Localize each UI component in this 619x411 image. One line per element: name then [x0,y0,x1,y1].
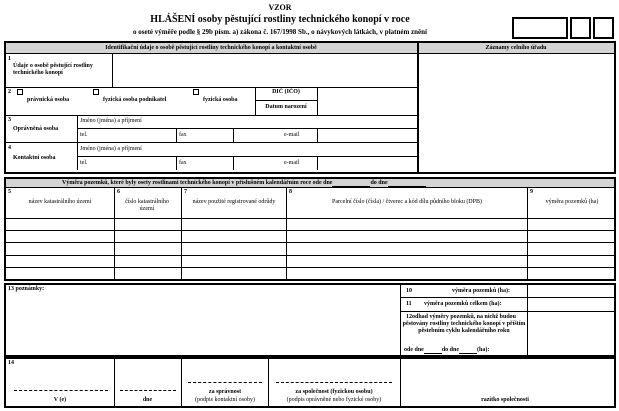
checkbox-pravnicka[interactable] [17,89,23,95]
email-label: e-mail [284,160,300,166]
contact-name-field[interactable] [160,143,417,155]
birthdate-field[interactable] [318,101,417,115]
stamp-label: razítko společnosti [481,397,529,403]
col-number: 8 [289,189,292,195]
contact-person-label: Kontaktní osoba [13,155,56,161]
table-row[interactable] [6,256,614,267]
spravnost-sub: (podpis kontaktní osoby) [195,397,255,403]
table-row[interactable] [6,219,614,230]
checkbox-fyzicka[interactable] [193,89,199,95]
spolecnost-sub: (podpis oprávněné nebo fyzické osoby) [286,397,382,403]
vymera-label: výměra pozemků (ha): [452,288,510,294]
option-fyzicka: fyzická osoba [203,97,238,103]
table-row[interactable] [6,231,614,242]
header-field-3[interactable] [593,17,614,39]
form-title: HLÁŠENÍ osoby pěstující rostliny technického konopí v roce [150,14,410,25]
col-vymera: výměra pozemků (ha) [545,199,599,205]
tel-label: tel. [80,132,88,138]
row-number: 3 [8,117,11,123]
authorized-name-field[interactable] [160,116,417,128]
person-label: Údaje o osobě pěstující rostliny technického konopí [13,63,93,76]
odhad-field[interactable] [528,312,614,355]
table-row[interactable] [6,268,614,279]
row-number: 14 [8,360,14,366]
stamp-field[interactable] [404,360,612,395]
dic-label: DIČ (IČO) [272,89,300,95]
col-parcelni-cislo: Parcelní číslo (čísla) / čtverec a kód dílu půdního bloku (DPB) [332,199,482,205]
odhad-dates: ode dne do dne (ha): [404,347,490,353]
odhad-label: odhad výměry pozemků, na nichž budou pěstovány rostliny technického konopí v příštím pěstebním cyklu kalendářního roku [402,314,526,334]
col-number: 9 [530,189,533,195]
notes-field[interactable] [8,294,398,354]
notes-label: 13 poznámky: [8,286,45,292]
vzor-label: VZOR [268,3,292,12]
col-katastralni-uzemi: název katastrálního území [28,199,92,205]
name-label: Jméno (jména) a příjmení [80,146,142,152]
table-row[interactable] [6,243,614,255]
option-pravnicka: právnická osoba [27,97,70,103]
identification-heading: Identifikační údaje o osobě pěstující rostliny technického konopí a kontaktní osobě [105,45,317,51]
birthdate-label: Datum narození [265,104,307,110]
customs-heading: Záznamy celního úřadu [485,45,547,51]
spravnost-signature[interactable] [188,360,262,381]
fax-label: fax [179,160,187,166]
email-label: e-mail [284,132,300,138]
row-number: 12 [406,314,412,320]
spolecnost-label: za společnost (fyzickou osobu) [295,389,373,395]
place-field[interactable] [14,365,108,389]
row-number: 11 [406,301,412,307]
dic-field[interactable] [318,88,417,100]
vymera-celkem-label: výměra pozemků celkem (ha): [424,301,502,307]
area-heading: Výměra pozemků, které byly osety rostlinami technického konopí v příslušném kalendářním roce ode dne do dne [62,180,426,187]
col-cislo-uzemi: číslo katastrálního území [125,199,169,212]
date-label: dne [142,397,153,403]
authorized-person-label: Oprávněná osoba [13,126,59,132]
col-number: 5 [8,189,11,195]
vymera-celkem-field[interactable] [528,298,614,311]
row-number: 2 [8,89,11,95]
spolecnost-signature[interactable] [276,360,392,381]
form-subtitle: o oseté výměře podle § 29b písm. a) zákona č. 167/1998 Sb., o návykových látkách, v platném znění [132,28,427,36]
col-number: 6 [117,189,120,195]
header-field-1[interactable] [512,17,568,39]
row-number: 1 [8,56,11,62]
header-field-2[interactable] [570,17,591,39]
row-number: 4 [8,145,11,151]
fax-label: fax [179,132,187,138]
person-name-field[interactable] [113,54,417,87]
place-label: V (e) [53,397,67,403]
date-field[interactable] [120,365,176,389]
option-fyzicka-podnikatel: fyzická osoba podnikatel [103,97,167,103]
checkbox-fyzicka-podnikatel[interactable] [93,89,99,95]
tel-label: tel. [80,160,88,166]
col-odruda: název použité registrované odrůdy [192,199,276,205]
vymera-field[interactable] [528,284,614,297]
spravnost-label: za správnost [208,389,242,395]
row-number: 10 [406,288,412,294]
name-label: Jméno (jména) a příjmení [80,118,142,124]
col-number: 7 [184,189,187,195]
